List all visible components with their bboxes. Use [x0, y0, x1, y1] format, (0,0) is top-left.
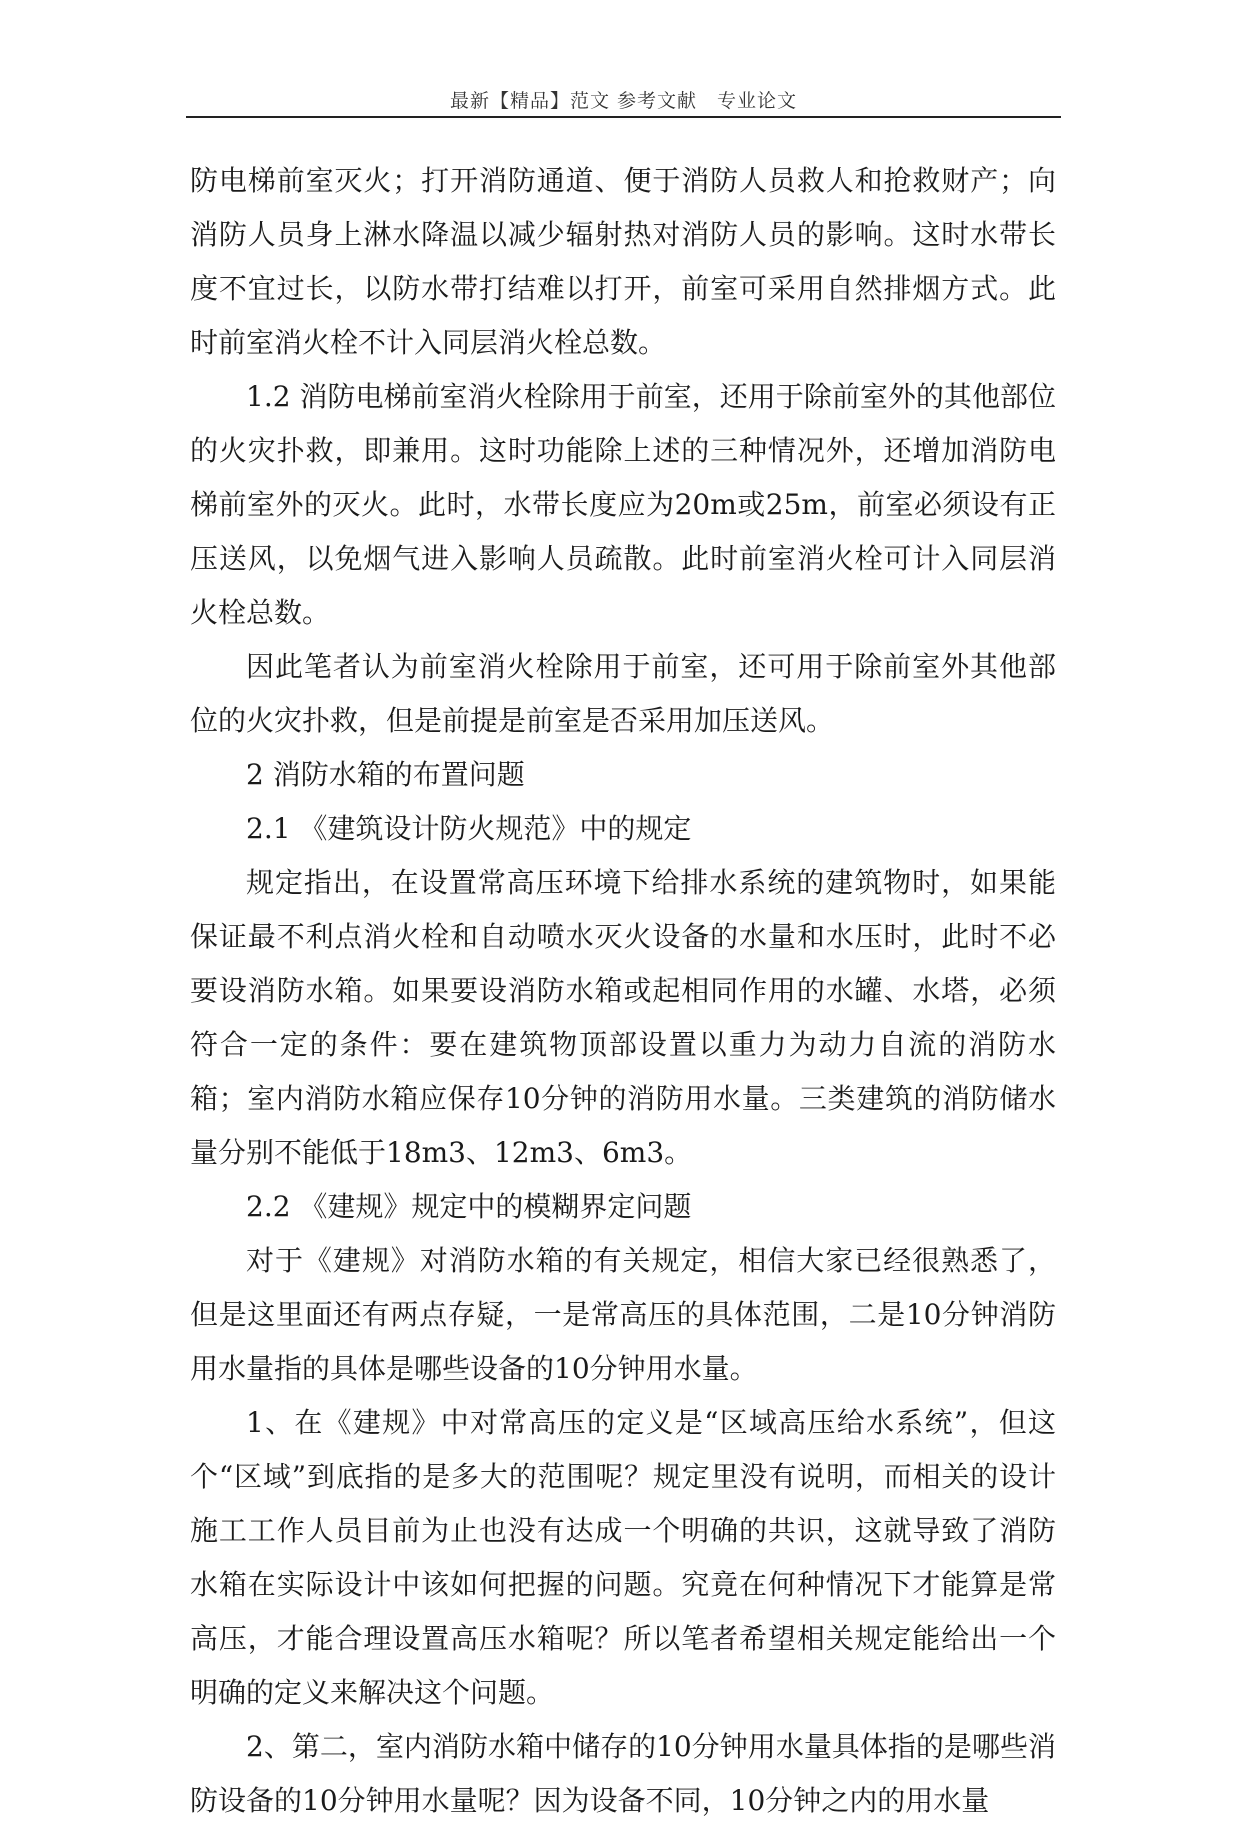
paragraph: 因此笔者认为前室消火栓除用于前室，还可用于除前室外其他部位的火灾扑救，但是前提是前室是否采用加压送风。 — [190, 650, 1056, 737]
paragraph: 1、在《建规》中对常高压的定义是“区域高压给水系统”，但这个“区域”到底指的是多大的范围呢？规定里没有说明，而相关的设计施工工作人员目前为止也没有达成一个明确的共识，这就导致了消防水箱在实际设计中该如何把握的问题。究竟在何种情况下才能算是常高压，才能合理设置高压水箱呢？所以笔者希望相关规定能给出一个明确的定义来解决这个问题。 — [190, 1406, 1056, 1709]
body-text — [190, 154, 1056, 1828]
section-heading: 2 消防水箱的布置问题 — [246, 758, 525, 791]
paragraph: 防电梯前室灭火；打开消防通道、便于消防人员救人和抢救财产；向消防人员身上淋水降温以减少辐射热对消防人员的影响。这时水带长度不宜过长，以防水带打结难以打开，前室可采用自然排烟方式。此时前室消火栓不计入同层消火栓总数。 — [190, 164, 1056, 359]
paragraph: 1.2 消防电梯前室消火栓除用于前室，还用于除前室外的其他部位的火灾扑救，即兼用。这时功能除上述的三种情况外，还增加消防电梯前室外的灭火。此时，水带长度应为20m或25m，前室必须设有正压送风，以免烟气进入影响人员疏散。此时前室消火栓可计入同层消火栓总数。 — [190, 380, 1056, 629]
paragraph: 对于《建规》对消防水箱的有关规定，相信大家已经很熟悉了，但是这里面还有两点存疑，一是常高压的具体范围，二是10分钟消防用水量指的具体是哪些设备的10分钟用水量。 — [190, 1244, 1056, 1385]
paragraph: 2、第二，室内消防水箱中储存的10分钟用水量具体指的是哪些消防设备的10分钟用水量呢？因为设备不同，10分钟之内的用水量 — [190, 1730, 1056, 1817]
subsection-heading: 2.2 《建规》规定中的模糊界定问题 — [246, 1190, 692, 1223]
paragraph: 规定指出，在设置常高压环境下给排水系统的建筑物时，如果能保证最不利点消火栓和自动喷水灭火设备的水量和水压时，此时不必要设消防水箱。如果要设消防水箱或起相同作用的水罐、水塔，必须符合一定的条件：要在建筑物顶部设置以重力为动力自流的消防水箱；室内消防水箱应保存10分钟的消防用水量。三类建筑的消防储水量分别不能低于18m3、12m3、6m3。 — [190, 866, 1056, 1169]
page-header: 最新【精品】范文 参考文献 专业论文 — [186, 86, 1061, 118]
subsection-heading: 2.1 《建筑设计防火规范》中的规定 — [246, 812, 692, 845]
